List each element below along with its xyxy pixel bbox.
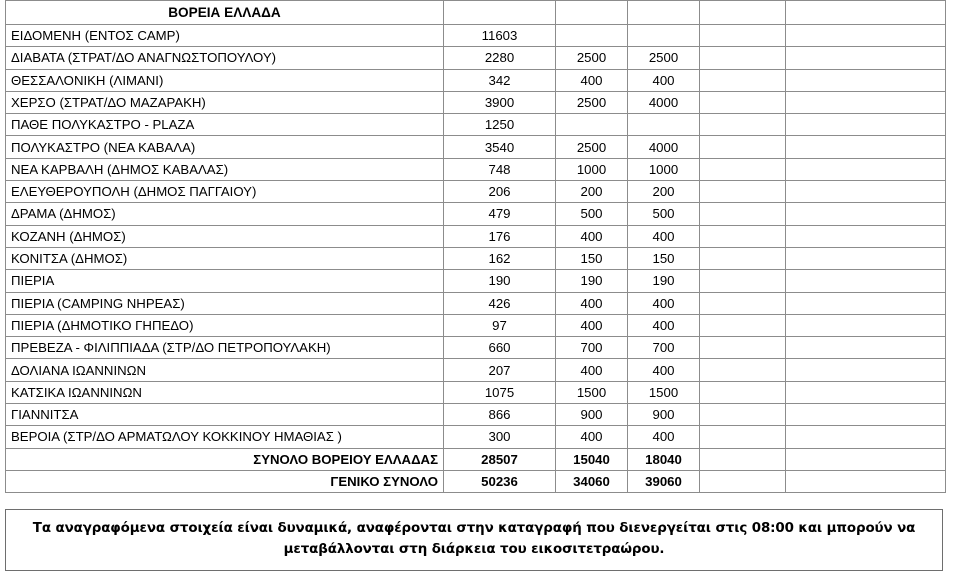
value-cell-2[interactable]: 400 (556, 69, 628, 91)
data-row-empty-cell-2[interactable] (786, 359, 946, 381)
facility-name-cell[interactable]: ΠΡΕΒΕΖΑ - ΦΙΛΙΠΠΙΑΔΑ (ΣΤΡ/ΔΟ ΠΕΤΡΟΠΟΥΛΑΚΗ) (6, 337, 444, 359)
facility-name-cell[interactable]: ΠΟΛΥΚΑΣΤΡΟ (ΝΕΑ ΚΑΒΑΛΑ) (6, 136, 444, 158)
data-row-empty-cell-1[interactable] (700, 337, 786, 359)
table-row (6, 426, 946, 448)
value-cell-2[interactable] (556, 114, 628, 136)
footnote-text: Τα αναγραφόμενα στοιχεία είναι δυναμικά, αναφέρονται στην καταγραφή που διενεργείται στις 08:00 και μπορούν να μεταβάλλονται στη διάρκεια του εικοσιτετραώρου. (32, 521, 916, 557)
value-cell-1[interactable]: 3540 (444, 136, 556, 158)
value-cell-3[interactable]: 400 (628, 69, 700, 91)
data-row-empty-cell-2[interactable] (786, 203, 946, 225)
value-cell-2[interactable]: 190 (556, 270, 628, 292)
table-row (6, 292, 946, 314)
data-row-empty-cell-1[interactable] (700, 225, 786, 247)
facility-name-cell[interactable]: ΔΡΑΜΑ (ΔΗΜΟΣ) (6, 203, 444, 225)
data-row-empty-cell-2[interactable] (786, 247, 946, 269)
data-row-empty-cell-2[interactable] (786, 292, 946, 314)
table-row (6, 203, 946, 225)
total-value-cell-1[interactable]: 28507 (444, 448, 556, 470)
table-row (6, 136, 946, 158)
data-row-empty-cell-1[interactable] (700, 203, 786, 225)
value-cell-2[interactable]: 400 (556, 359, 628, 381)
value-cell-3[interactable]: 700 (628, 337, 700, 359)
value-cell-3[interactable]: 400 (628, 225, 700, 247)
total-row-empty-cell-2[interactable] (786, 448, 946, 470)
total-value-cell-1[interactable]: 50236 (444, 470, 556, 492)
table-row (6, 314, 946, 336)
value-cell-3[interactable]: 400 (628, 359, 700, 381)
value-cell-1[interactable]: 176 (444, 225, 556, 247)
data-row-empty-cell-1[interactable] (700, 426, 786, 448)
value-cell-3[interactable] (628, 25, 700, 47)
data-row-empty-cell-2[interactable] (786, 314, 946, 336)
value-cell-1[interactable]: 866 (444, 404, 556, 426)
spreadsheet-area (5, 0, 945, 493)
facility-name-cell[interactable]: ΠΙΕΡΙΑ (CAMPING ΝΗΡΕΑΣ) (6, 292, 444, 314)
value-cell-3[interactable]: 4000 (628, 91, 700, 113)
value-cell-1[interactable]: 748 (444, 158, 556, 180)
table-row (6, 247, 946, 269)
value-cell-2[interactable]: 400 (556, 292, 628, 314)
data-table (5, 0, 946, 493)
facility-name-cell[interactable]: ΘΕΣΣΑΛΟΝΙΚΗ (ΛΙΜΑΝΙ) (6, 69, 444, 91)
title-row-empty-cell-5[interactable] (786, 1, 946, 25)
facility-name-cell[interactable]: ΚΑΤΣΙΚΑ ΙΩΑΝΝΙΝΩΝ (6, 381, 444, 403)
facility-name-cell[interactable]: ΓΙΑΝΝΙΤΣΑ (6, 404, 444, 426)
value-cell-2[interactable]: 200 (556, 181, 628, 203)
title-row-empty-cell-2[interactable] (556, 1, 628, 25)
table-row (6, 158, 946, 180)
facility-name-cell[interactable]: ΠΑΘΕ ΠΟΛΥΚΑΣΤΡΟ - PLAZA (6, 114, 444, 136)
data-row-empty-cell-2[interactable] (786, 47, 946, 69)
total-row (6, 448, 946, 470)
value-cell-2[interactable]: 500 (556, 203, 628, 225)
value-cell-2[interactable]: 2500 (556, 136, 628, 158)
value-cell-3[interactable]: 4000 (628, 136, 700, 158)
value-cell-2[interactable]: 700 (556, 337, 628, 359)
value-cell-1[interactable]: 207 (444, 359, 556, 381)
facility-name-cell[interactable]: ΕΛΕΥΘΕΡΟΥΠΟΛΗ (ΔΗΜΟΣ ΠΑΓΓΑΙΟΥ) (6, 181, 444, 203)
data-row-empty-cell-2[interactable] (786, 91, 946, 113)
table-row (6, 91, 946, 113)
value-cell-1[interactable]: 97 (444, 314, 556, 336)
value-cell-2[interactable]: 1000 (556, 158, 628, 180)
data-row-empty-cell-1[interactable] (700, 181, 786, 203)
value-cell-1[interactable]: 479 (444, 203, 556, 225)
total-value-cell-2[interactable]: 15040 (556, 448, 628, 470)
section-title-row (6, 1, 946, 25)
table-row (6, 404, 946, 426)
value-cell-2[interactable]: 2500 (556, 91, 628, 113)
facility-name-cell[interactable]: ΔΙΑΒΑΤΑ (ΣΤΡΑΤ/ΔΟ ΑΝΑΓΝΩΣΤΟΠΟΥΛΟΥ) (6, 47, 444, 69)
total-label-cell[interactable]: ΓΕΝΙΚΟ ΣΥΝΟΛΟ (6, 470, 444, 492)
value-cell-2[interactable]: 400 (556, 225, 628, 247)
table-row (6, 114, 946, 136)
section-title[interactable]: ΒΟΡΕΙΑ ΕΛΛΑΔΑ (6, 1, 444, 25)
value-cell-1[interactable]: 190 (444, 270, 556, 292)
value-cell-1[interactable]: 300 (444, 426, 556, 448)
facility-name-cell[interactable]: ΚΟΖΑΝΗ (ΔΗΜΟΣ) (6, 225, 444, 247)
data-row-empty-cell-2[interactable] (786, 381, 946, 403)
data-row-empty-cell-2[interactable] (786, 25, 946, 47)
value-cell-2[interactable]: 2500 (556, 47, 628, 69)
title-row-empty-cell-3[interactable] (628, 1, 700, 25)
data-row-empty-cell-2[interactable] (786, 136, 946, 158)
footnote-box (5, 509, 943, 571)
data-row-empty-cell-2[interactable] (786, 270, 946, 292)
total-value-cell-3[interactable]: 18040 (628, 448, 700, 470)
facility-name-cell[interactable]: ΕΙΔΟΜΕΝΗ (ΕΝΤΟΣ CAMP) (6, 25, 444, 47)
value-cell-2[interactable]: 1500 (556, 381, 628, 403)
value-cell-1[interactable]: 1250 (444, 114, 556, 136)
table-row (6, 69, 946, 91)
data-row-empty-cell-1[interactable] (700, 292, 786, 314)
value-cell-3[interactable]: 900 (628, 404, 700, 426)
value-cell-1[interactable]: 2280 (444, 47, 556, 69)
data-row-empty-cell-1[interactable] (700, 69, 786, 91)
data-row-empty-cell-2[interactable] (786, 69, 946, 91)
value-cell-3[interactable]: 190 (628, 270, 700, 292)
total-row-empty-cell-2[interactable] (786, 470, 946, 492)
value-cell-1[interactable]: 11603 (444, 25, 556, 47)
value-cell-3[interactable]: 400 (628, 314, 700, 336)
value-cell-2[interactable] (556, 25, 628, 47)
facility-name-cell[interactable]: ΠΙΕΡΙΑ (6, 270, 444, 292)
value-cell-3[interactable]: 1000 (628, 158, 700, 180)
value-cell-2[interactable]: 900 (556, 404, 628, 426)
table-row (6, 359, 946, 381)
total-row (6, 470, 946, 492)
table-row (6, 225, 946, 247)
table-row (6, 337, 946, 359)
facility-name-cell[interactable]: ΠΙΕΡΙΑ (ΔΗΜΟΤΙΚΟ ΓΗΠΕΔΟ) (6, 314, 444, 336)
data-row-empty-cell-2[interactable] (786, 404, 946, 426)
table-row (6, 181, 946, 203)
total-row-empty-cell-1[interactable] (700, 470, 786, 492)
total-row-empty-cell-1[interactable] (700, 448, 786, 470)
data-row-empty-cell-1[interactable] (700, 359, 786, 381)
value-cell-3[interactable]: 500 (628, 203, 700, 225)
total-value-cell-3[interactable]: 39060 (628, 470, 700, 492)
table-body (6, 1, 946, 493)
value-cell-3[interactable]: 2500 (628, 47, 700, 69)
data-row-empty-cell-2[interactable] (786, 158, 946, 180)
value-cell-2[interactable]: 400 (556, 314, 628, 336)
title-row-empty-cell-4[interactable] (700, 1, 786, 25)
value-cell-1[interactable]: 342 (444, 69, 556, 91)
facility-name-cell[interactable]: ΒΕΡΟΙΑ (ΣΤΡ/ΔΟ ΑΡΜΑΤΩΛΟΥ ΚΟΚΚΙΝΟΥ ΗΜΑΘΙΑΣ ) (6, 426, 444, 448)
total-label-cell[interactable]: ΣΥΝΟΛΟ ΒΟΡΕΙΟΥ ΕΛΛΑΔΑΣ (6, 448, 444, 470)
value-cell-1[interactable]: 3900 (444, 91, 556, 113)
value-cell-3[interactable] (628, 114, 700, 136)
data-row-empty-cell-1[interactable] (700, 381, 786, 403)
data-row-empty-cell-1[interactable] (700, 47, 786, 69)
data-row-empty-cell-2[interactable] (786, 114, 946, 136)
table-row (6, 270, 946, 292)
value-cell-1[interactable]: 162 (444, 247, 556, 269)
value-cell-3[interactable]: 150 (628, 247, 700, 269)
value-cell-3[interactable]: 400 (628, 426, 700, 448)
table-row (6, 47, 946, 69)
facility-name-cell[interactable]: ΧΕΡΣΟ (ΣΤΡΑΤ/ΔΟ ΜΑΖΑΡΑΚΗ) (6, 91, 444, 113)
data-row-empty-cell-1[interactable] (700, 91, 786, 113)
data-row-empty-cell-1[interactable] (700, 247, 786, 269)
data-row-empty-cell-2[interactable] (786, 181, 946, 203)
value-cell-1[interactable]: 660 (444, 337, 556, 359)
value-cell-1[interactable]: 426 (444, 292, 556, 314)
value-cell-3[interactable]: 1500 (628, 381, 700, 403)
value-cell-2[interactable]: 150 (556, 247, 628, 269)
value-cell-1[interactable]: 206 (444, 181, 556, 203)
facility-name-cell[interactable]: ΔΟΛΙΑΝΑ ΙΩΑΝΝΙΝΩΝ (6, 359, 444, 381)
data-row-empty-cell-1[interactable] (700, 314, 786, 336)
table-row (6, 25, 946, 47)
facility-name-cell[interactable]: ΝΕΑ ΚΑΡΒΑΛΗ (ΔΗΜΟΣ ΚΑΒΑΛΑΣ) (6, 158, 444, 180)
title-row-empty-cell-1[interactable] (444, 1, 556, 25)
data-row-empty-cell-1[interactable] (700, 270, 786, 292)
facility-name-cell[interactable]: ΚΟΝΙΤΣΑ (ΔΗΜΟΣ) (6, 247, 444, 269)
data-row-empty-cell-1[interactable] (700, 158, 786, 180)
table-row (6, 381, 946, 403)
data-row-empty-cell-2[interactable] (786, 337, 946, 359)
data-row-empty-cell-2[interactable] (786, 426, 946, 448)
value-cell-2[interactable]: 400 (556, 426, 628, 448)
data-row-empty-cell-1[interactable] (700, 25, 786, 47)
value-cell-3[interactable]: 200 (628, 181, 700, 203)
data-row-empty-cell-1[interactable] (700, 404, 786, 426)
value-cell-3[interactable]: 400 (628, 292, 700, 314)
value-cell-1[interactable]: 1075 (444, 381, 556, 403)
total-value-cell-2[interactable]: 34060 (556, 470, 628, 492)
data-row-empty-cell-1[interactable] (700, 114, 786, 136)
data-row-empty-cell-2[interactable] (786, 225, 946, 247)
data-row-empty-cell-1[interactable] (700, 136, 786, 158)
